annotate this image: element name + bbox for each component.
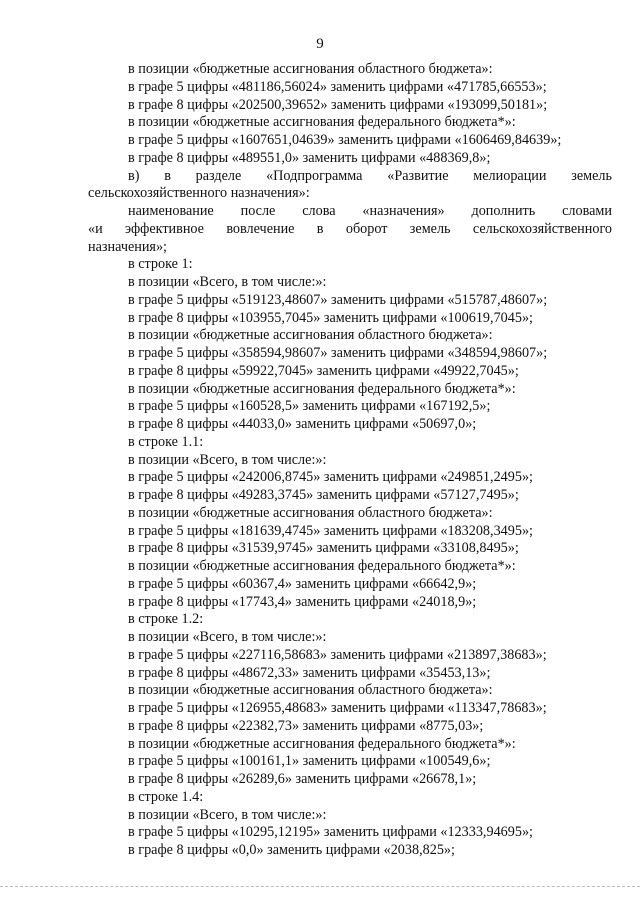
text-line: в графе 5 цифры «181639,4745» заменить цифрами «183208,3495»; — [128, 522, 533, 539]
text-line: в позиции «бюджетные ассигнования областного бюджета»: — [128, 504, 493, 521]
text-line: в позиции «бюджетные ассигнования федерального бюджета*»: — [128, 558, 516, 574]
text-line: в графе 5 цифры «358594,98607» заменить цифрами «348594,98607»; — [128, 345, 548, 361]
text-line: в графе 8 цифры «59922,7045» заменить цифрами «49922,7045»; — [128, 362, 519, 379]
text-line: в строке 1.1: — [128, 433, 204, 450]
page-number: 9 — [316, 36, 324, 52]
text-line: в графе 5 цифры «126955,48683» заменить цифрами «113347,78683»; — [128, 700, 547, 716]
text-line: в графе 8 цифры «44033,0» заменить цифрами «50697,0»; — [128, 416, 477, 432]
text-line: в графе 8 цифры «22382,73» заменить цифрами «8775,03»; — [128, 717, 484, 734]
text-line: в строке 1.2: — [128, 611, 204, 628]
text-line: в графе 5 цифры «1607651,04639» заменить цифрами «1606469,84639»; — [128, 132, 562, 148]
text-line: в графе 8 цифры «48672,33» заменить цифрами «35453,13»; — [128, 664, 491, 681]
document-body — [88, 61, 612, 860]
text-line: в графе 5 цифры «519123,48607» заменить цифрами «515787,48607»; — [128, 291, 548, 308]
text-line: в графе 5 цифры «481186,56024» заменить цифрами «471785,66553»; — [128, 78, 547, 95]
text-line: назначения»; — [88, 238, 167, 255]
text-line: в позиции «бюджетные ассигнования федерального бюджета*»: — [128, 380, 516, 397]
text-line: в графе 5 цифры «242006,8745» заменить цифрами «249851,2495»; — [128, 469, 533, 486]
text-line: в графе 8 цифры «489551,0» заменить цифрами «488369,8»; — [128, 149, 491, 166]
text-line: в строке 1: — [128, 256, 193, 273]
text-line: в позиции «Всего, в том числе:»: — [128, 806, 327, 823]
text-line: в позиции «бюджетные ассигнования федерального бюджета*»: — [128, 735, 516, 752]
text-line: наименование после слова «назначения» дополнить словами — [128, 203, 612, 219]
text-line: в позиции «бюджетные ассигнования областного бюджета»: — [128, 327, 493, 344]
text-line: в позиции «бюджетные ассигнования областного бюджета»: — [128, 682, 493, 699]
text-line: в) в разделе «Подпрограмма «Развитие мелиорации земель — [128, 167, 612, 184]
text-line: в позиции «Всего, в том числе:»: — [128, 274, 327, 290]
text-line: в позиции «бюджетные ассигнования областного бюджета»: — [128, 61, 493, 77]
text-line: в графе 5 цифры «60367,4» заменить цифрами «66642,9»; — [128, 575, 477, 592]
text-line: в строке 1.4: — [128, 788, 204, 805]
text-line: в графе 8 цифры «0,0» заменить цифрами «2038,825»; — [128, 842, 455, 858]
text-line: в графе 5 цифры «10295,12195» заменить цифрами «12333,94695»; — [128, 824, 533, 841]
text-line: в графе 5 цифры «160528,5» заменить цифрами «167192,5»; — [128, 398, 491, 415]
text-line: в графе 8 цифры «17743,4» заменить цифрами «24018,9»; — [128, 593, 477, 610]
text-line: в графе 5 цифры «100161,1» заменить цифрами «100549,6»; — [128, 753, 491, 770]
text-line: в позиции «Всего, в том числе:»: — [128, 629, 327, 645]
text-line: сельскохозяйственного назначения»: — [88, 185, 310, 202]
text-line: в графе 8 цифры «103955,7045» заменить цифрами «100619,7045»; — [128, 309, 533, 326]
text-line: в позиции «Всего, в том числе:»: — [128, 451, 327, 468]
text-line: в графе 8 цифры «26289,6» заменить цифрами «26678,1»; — [128, 771, 477, 787]
text-line: в графе 8 цифры «202500,39652» заменить цифрами «193099,50181»; — [128, 96, 548, 113]
text-line: в графе 8 цифры «49283,3745» заменить цифрами «57127,7495»; — [128, 487, 519, 503]
scan-bottom-edge — [0, 886, 640, 887]
text-line: в графе 8 цифры «31539,9745» заменить цифрами «33108,8495»; — [128, 540, 519, 557]
text-line: в позиции «бюджетные ассигнования федерального бюджета*»: — [128, 114, 516, 131]
text-line: в графе 5 цифры «227116,58683» заменить цифрами «213897,38683»; — [128, 646, 547, 663]
text-line: «и эффективное вовлечение в оборот земель сельскохозяйственного — [88, 220, 612, 237]
